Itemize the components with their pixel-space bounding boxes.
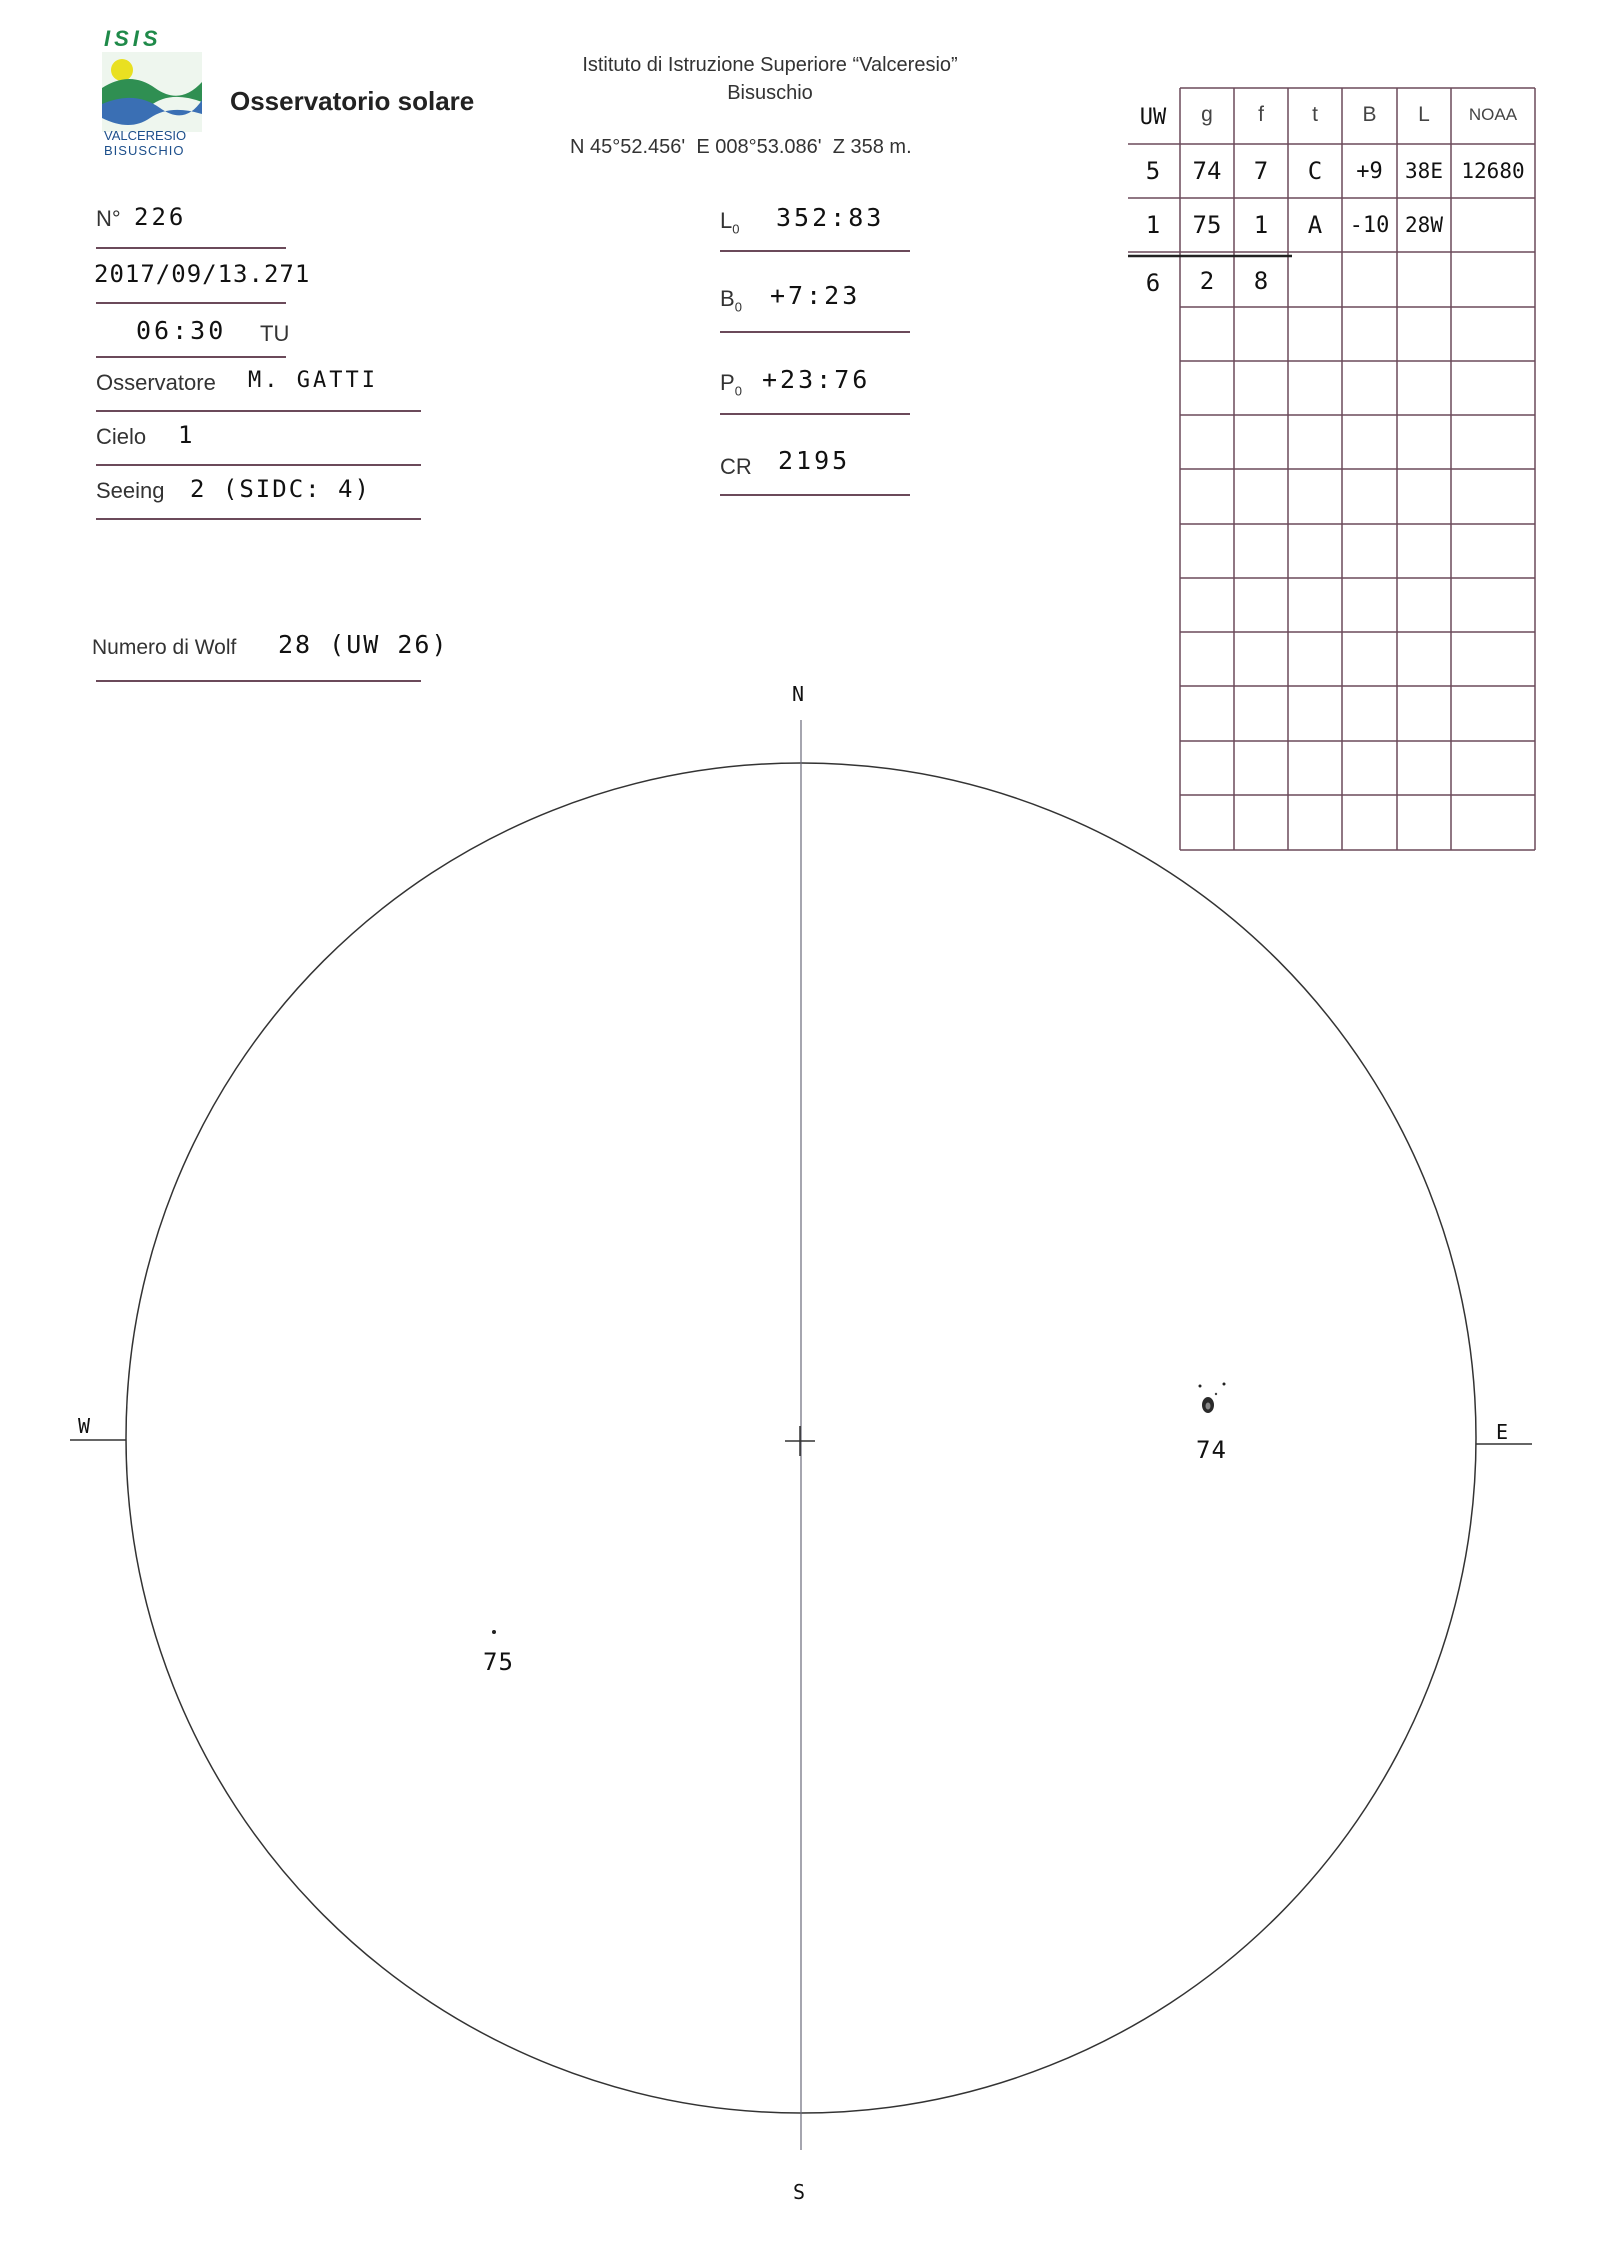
table-row2-noaa	[1451, 200, 1535, 250]
sunspot-label-74: 74	[1196, 1436, 1227, 1464]
time-underline	[96, 356, 286, 358]
time-value: 06:30	[136, 316, 227, 345]
p0-subscript: 0	[734, 383, 742, 399]
sky-value: 1	[178, 421, 196, 449]
table-header-t: t	[1312, 103, 1318, 126]
time-unit: TU	[260, 321, 290, 346]
p0-letter: P	[720, 370, 735, 395]
seeing-value: 2 (SIDC: 4)	[190, 475, 371, 503]
solar-disk-outline	[126, 763, 1476, 2113]
table-row2-l: 28W	[1405, 213, 1443, 237]
table-header-b: B	[1362, 103, 1377, 126]
p0-underline	[720, 413, 910, 415]
seeing-underline	[96, 518, 421, 520]
sunspot-group-75	[492, 1630, 496, 1634]
observer-underline	[96, 410, 421, 412]
table-row2-g: 75	[1192, 211, 1222, 239]
cr-label: CR	[720, 454, 752, 479]
seeing-label: Seeing	[96, 478, 165, 503]
sunspot-group-74	[1199, 1383, 1226, 1414]
logo-school-line1: VALCERESIO	[104, 128, 187, 143]
logo-school-line2: BISUSCHIO	[104, 143, 185, 158]
p0-value: +23:76	[762, 365, 871, 394]
sunspot-label-75: 75	[483, 1648, 514, 1676]
date-value: 2017/09/13.271	[94, 260, 311, 288]
cr-value: 2195	[778, 446, 851, 475]
b0-label	[720, 286, 742, 314]
wolf-label: Numero di Wolf	[92, 636, 237, 659]
sky-underline	[96, 464, 421, 466]
table-total-f: 8	[1253, 267, 1269, 295]
observer-value: M. GATTI	[248, 368, 378, 393]
table-header-noaa: NOAA	[1468, 105, 1518, 124]
table-row1-b: +9	[1356, 158, 1383, 184]
wolf-underline	[96, 680, 421, 682]
date-underline	[96, 302, 286, 304]
table-row1-l: 38E	[1405, 159, 1443, 183]
l0-letter: L	[720, 208, 733, 233]
institute-name: Istituto di Istruzione Superiore “Valceresio”	[582, 54, 958, 76]
table-row1-t: C	[1307, 157, 1323, 185]
south-label: S	[793, 2180, 806, 2204]
wolf-value: 28 (UW 26)	[278, 630, 449, 659]
table-row1-noaa: 12680	[1461, 159, 1525, 183]
table-row1-uw: 5	[1145, 157, 1161, 185]
l0-label	[720, 208, 739, 236]
observer-label: Osservatore	[96, 370, 216, 395]
b0-letter: B	[720, 286, 735, 311]
institute-town: Bisuschio	[727, 82, 813, 104]
east-label: E	[1496, 1420, 1509, 1444]
table-header-l: L	[1418, 103, 1430, 126]
number-underline	[96, 247, 286, 249]
table-row2-uw: 1	[1145, 211, 1161, 239]
b0-value: +7:23	[770, 281, 861, 310]
table-total-uw: 6	[1145, 269, 1161, 297]
north-label: N	[792, 682, 805, 706]
observatory-coordinates: N 45°52.456' E 008°53.086' Z 358 m.	[570, 136, 912, 158]
table-header-g: g	[1201, 103, 1213, 126]
table-row2-f: 1	[1253, 211, 1269, 239]
observatory-title: Osservatorio solare	[230, 86, 475, 116]
table-row1-g: 74	[1192, 157, 1222, 185]
logo-text: ISIS	[104, 26, 162, 51]
table-row1-f: 7	[1253, 157, 1269, 185]
table-header-uw: UW	[1139, 104, 1167, 130]
table-row2-t: A	[1307, 211, 1323, 239]
b0-underline	[720, 331, 910, 333]
number-value: 226	[134, 203, 187, 231]
number-label: N°	[96, 206, 121, 231]
b0-subscript: 0	[734, 299, 742, 315]
table-header-f: f	[1258, 103, 1264, 126]
table-total-g: 2	[1199, 267, 1215, 295]
cr-underline	[720, 494, 910, 496]
p0-label	[720, 370, 742, 398]
l0-subscript: 0	[732, 221, 740, 237]
l0-value: 352:83	[776, 203, 885, 232]
l0-underline	[720, 250, 910, 252]
table-row2-b: -10	[1349, 212, 1390, 238]
west-label: W	[78, 1414, 91, 1438]
sky-label: Cielo	[96, 424, 147, 449]
